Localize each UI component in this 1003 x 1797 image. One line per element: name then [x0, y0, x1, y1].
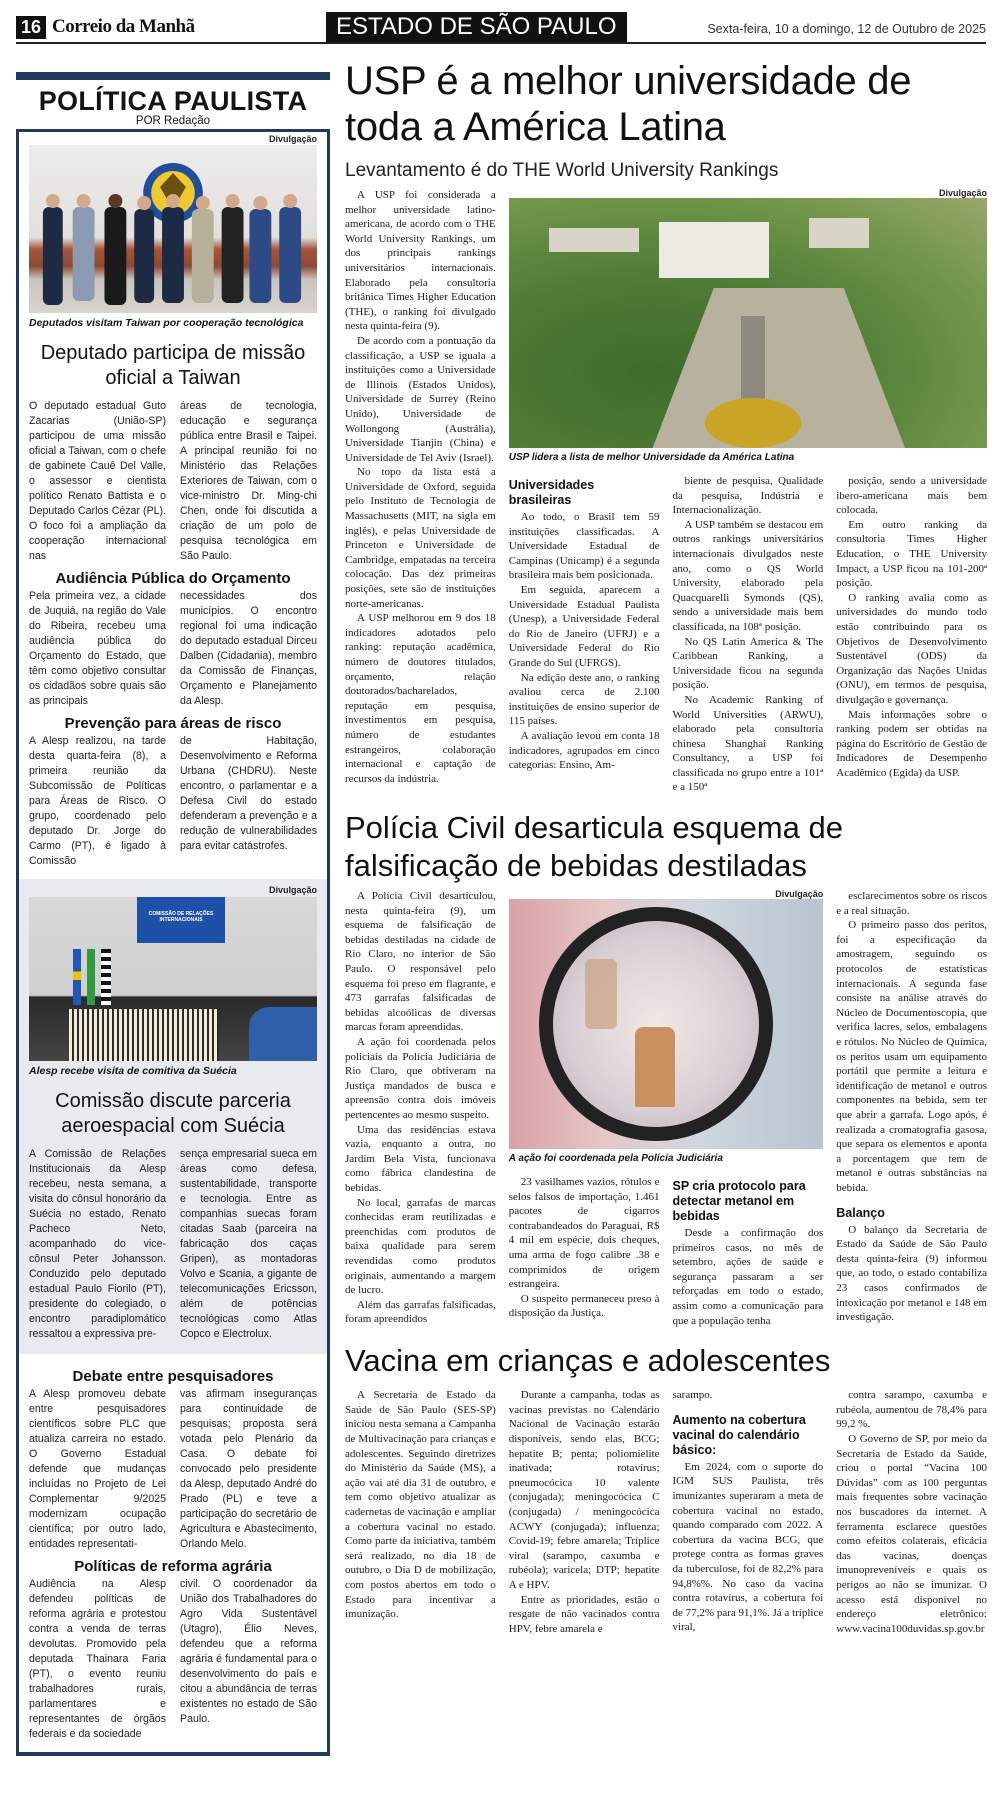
bottle [585, 959, 617, 1029]
story-text-col1: A Alesp promoveu debate entre pesquisadores científicos sobre PLC que atualiza carreira no estado. O Governo Estadual defende que mudanças incluídas no Projeto de Lei Complementar 9/2025 modernizam ocupação científica; por outro lado, entidades representati- [29, 1388, 166, 1550]
story-text-col1: A Alesp realizou, na tarde desta quarta-feira (8), a primeira reunião da Subcomissão de Políticas para Áreas de Risco. O grupo, coordenado pelo deputado Dr. Jorge do Carmo (PT), é ligado à Comissão [29, 735, 166, 867]
story-headline: Debate entre pesquisadores [72, 1368, 274, 1385]
usp-col-2 [509, 464, 660, 773]
vaccine-article [345, 1342, 987, 1636]
story-body [19, 1577, 327, 1742]
tv-screen [137, 897, 225, 943]
story-headline: Prevenção para áreas de risco [64, 715, 282, 732]
paragraph: A Polícia Civil desarticulou, nesta quinta-feira (9), um esquema de falsificação de bebidas destiladas na cidade de Rio Claro, no interior de São Paulo. O responsável pelo esquema foi preso em flagrante, e 473 garrafas falsificadas de bebidas alcoólicas de diversas marcas foram apreendidas. [345, 890, 496, 1034]
usp-col-4 [836, 464, 987, 780]
paragraph: Em outro ranking da consultoria Times Higher Education, o THE University Impact, a USP ficou na 101-200ª posição. [836, 518, 987, 590]
police-article [345, 809, 987, 1328]
column-byline: POR Redação [135, 115, 211, 127]
story-headline: Deputado participa de missão oficial a Taiwan [40, 342, 306, 389]
taiwan-photo-illustration [29, 145, 317, 313]
photo-credit: Divulgação [938, 188, 987, 198]
police-body-col1 [345, 889, 496, 1327]
police-body-col4b [836, 1223, 987, 1325]
tv-screen-text: COMISSÃO DE RELAÇÕES INTERNACIONAIS [148, 911, 214, 923]
taiwan-photo [29, 145, 317, 313]
section-title: ESTADO DE SÃO PAULO [326, 12, 627, 42]
paragraph: Na edição deste ano, o ranking avaliou cerca de 2.100 instituições de ensino superior de 115 países. [508, 671, 660, 728]
building [659, 222, 769, 278]
paragraph: Desde a confirmação dos primeiros casos, no mês de setembro, ações de saúde e segurança passaram a ser reforçadas em todo o estado, assim como a comunicação para que a população tenha [672, 1227, 824, 1327]
table-front [69, 1009, 219, 1061]
newspaper-name: Correio da Manhã [52, 16, 195, 37]
paragraph: biente de pesquisa, Qualidade da pesquisa, Indústria e Internacionalização. [672, 475, 824, 517]
story-text-col1: Audiência na Alesp defendeu políticas de reforma agrária e protestou contra a venda de terras devolutas. Promovido pela deputada Thainara Faria (PT), o evento reuniu trabalhadores rurais, parlamentares e representantes de órgãos federais e da sociedade [29, 1578, 166, 1740]
bottle [635, 1027, 675, 1107]
usp-body-col4 [836, 474, 987, 780]
paragraph: Mais informações sobre o ranking podem ser obtidas na página do Escritório de Gestão de Indicadores de Desempenho Acadêmico (Egida) da USP. [836, 708, 987, 779]
story-text-col1: A Comissão de Relações Institucionais da Alesp recebeu, nesta semana, a visita do cônsul honorário da Suécia no estado, Renato Pacheco Neto, acompanhado do vice-cônsul Peter Johansson. Conduzido pelo deputado estadual Paulo Fiorilo (PT), presidente do colegiado, o encontro paradiplomático ressaltou a expressiva pre- [29, 1148, 166, 1340]
usp-article [345, 58, 987, 795]
police-subhead: SP cria protocolo para detectar metanol em bebidas [672, 1179, 806, 1224]
brazil-flag [87, 949, 95, 1005]
story-text-col2: necessidades dos municípios. O encontro regional foi uma indicação do deputado estadual Dirceu Dalben (Cidadania), membro da Comissão de Finanças, Orçamento e Planejamento da Alesp. [180, 590, 317, 707]
photo-caption: USP lidera a lista de melhor Universidade da América Latina [508, 452, 795, 463]
photo-credit: Divulgação [268, 885, 317, 895]
vaccine-body-col2 [509, 1388, 660, 1636]
vaccine-headline: Vacina em crianças e adolescentes [345, 1343, 831, 1379]
paragraph: 23 vasilhames vazios, rótulos e selos falsos de importação, 1.461 pacotes de cigarros contrabandeados do Paraguai, R$ 4 mil em espécie, dois cheques, uma arma de fogo calibre .38 e comprimidos de origem estrangeira. [508, 1176, 660, 1291]
dateline: Sexta-feira, 10 a domingo, 12 de Outubro de 2025 [707, 22, 986, 36]
police-headline: Polícia Civil desarticula esquema de falsificação de bebidas destiladas [345, 810, 843, 884]
paragraph: Em 2024, com o suporte do IGM SUS Paulista, três imunizantes superaram a meta de cobertura vacinal no estado, quando comparado com 2022. A cobertura da vacina BCG, que protege contra as formas graves da tuberculose, foi de 82,2% para 94,8%%. No caso da vacina contra rotavírus, a cobertura foi de 77,2% para 91,1%. Já a tríplice viral, [672, 1460, 824, 1634]
usp-photo-block [509, 188, 987, 464]
paragraph: No topo da lista está a Universidade de Oxford, seguida pelo Instituto de Tecnologia de Massachusetts (MIT, na sigla em inglês), e pelas Universidade de Princeton e Universidade de Cambridge, empatadas na terceira colocação. Das dez primeiras posições, sete são de instituições norte-americanas. [345, 466, 496, 610]
paragraph: Durante a campanha, todas as vacinas previstas no Calendário Nacional de Vacinação estarão disponíveis, sendo elas, BCG; hepatite B; penta; poliomielite inativada; rotavírus; pneumocócica 10 valente (conjugada); meningocócica C (conjugada) / meningocócica ACWY (conjugada); influenza; Covid-19; febre amarela; Tríplice viral (sarampo, caxumba e rubéola); varicela; DTP; hepatite A e HPV. [508, 1389, 660, 1591]
paragraph: O primeiro passo dos peritos, foi a especificação da amostragem, seguindo os protocolos de estatísticas internacionais. A segunda fase consiste na análise através do Núcleo de Documentoscopia, que verifica lacres, selos, embalagens e rótulos. No Núcleo de Química, os peritos usam um equipamento portátil que permite a leitura e identificação de metanol e outros componentes na bebida, sem ter que abrir a garrafa. Logo após, é realizada a cromatografia gasosa, que separa os elementos e aponta a porcentagem que tem de metanol e outras substâncias na bebida. [836, 919, 987, 1194]
paragraph: De acordo com a pontuação da classificação, a USP se iguala a instituições como a Universidade de Illinois (Estados Unidos), Universidade de Surrey (Reino Unido), Universidade de Wollongong (Austrália), Universidade Tianjin (China) e Universidade de Tel Aviv (Israel). [345, 334, 496, 464]
story-body [19, 1147, 327, 1342]
paragraph: O balanço da Secretaria de Estado da Saúde de São Paulo desta quinta-feira (9) informou que, ao todo, o estado contabiliza 23 casos confirmados de intoxicação por metanol e 148 em investigação. [836, 1223, 987, 1324]
bottles-magnifier-photo [509, 899, 824, 1149]
column-box [16, 129, 330, 1756]
story-body [19, 734, 327, 869]
usp-col-1 [345, 188, 496, 786]
paragraph: Além das garrafas falsificadas, foram apreendidos [345, 1298, 496, 1326]
vaccine-body-col4 [836, 1388, 987, 1636]
photo-credit: Divulgação [268, 134, 317, 144]
vaccine-body-col3 [673, 1460, 824, 1635]
photo-caption: A ação foi coordenada pela Polícia Judiciária [508, 1153, 723, 1165]
usp-col-3 [673, 464, 824, 795]
paragraph: No local, garrafas de marcas conhecidas eram reutilizadas e preenchidas com produtos de baixa qualidade para serem revendidas como produtos originais, aumentando a margem de lucro. [345, 1196, 496, 1297]
police-body-col2 [509, 1175, 660, 1321]
story-text-col2: de Habitação, Desenvolvimento e Reforma Urbana (CHDRU). Neste encontro, o parlamentar e a Defesa Civil do estado defenderam a prevenção e a redução de vulnerabilidades para evitar catástrofes. [180, 735, 317, 852]
vaccine-col-4 [836, 1388, 987, 1636]
story-headline: Políticas de reforma agrária [74, 1558, 272, 1575]
usp-deck: Levantamento é do THE World University Rankings [345, 160, 779, 181]
paragraph: A ação foi coordenada pelos policiais da Polícia Judiciária de Rio Claro, que obtiveram na Justiça mandados de busca e apreensão contra dois imóveis pertencentes ao mesmo suspeito. [345, 1036, 496, 1121]
paragraph: A Secretaria de Estado da Saúde de São Paulo (SES-SP) iniciou nesta semana a Campanha de Multivacinação para crianças e adolescentes. Seguindo diretrizes do Ministério da Saúde (MS), a ação vai até dia 31 de outubro, e tem como objetivo atualizar as cadernetas de vacinação e ampliar a cobertura vacinal no estado. Como parte da iniciativa, também será realizado, no dia 18 de outubro, o Dia D de mobilização, com postos abertos em todo o Estado para incentivar a imunização. [345, 1389, 496, 1621]
alesp-photo [29, 897, 317, 1061]
sao-paulo-flag [101, 949, 111, 1005]
story-text-col2: vas afirmam inseguranças para continuidade de pesquisas; proposta será votada pelo Plenário da Casa. O debate foi convocado pelo presidente da Alesp, deputado André do Prado (PL) e teve a participação do secretário de Agricultura e Abastecimento, Orlando Melo. [180, 1388, 317, 1550]
paragraph: Uma das residências estava vazia, enquanto a outra, no Jardim Bela Vista, funcionava como fábrica clandestina de bebidas. [345, 1123, 496, 1194]
building [549, 228, 639, 252]
story-text-col1: O deputado estadual Guto Zacarias (União-SP) participou de uma missão oficial a Taiwan, com o chefe de gabinete Cauê Del Valle, o assessor e cientista político Renato Battista e o Deputado Carlos Cézar (PL). O foco foi a ampliação da cooperação internacional nas [29, 400, 166, 562]
paragraph: Entre as prioridades, estão o resgate de não vacinados contra HPV, febre amarela e [508, 1593, 660, 1635]
photo-caption: Deputados visitam Taiwan por cooperação tecnológica [29, 317, 304, 329]
paragraph: O ranking avalia como as universidades do mundo todo estão contribuindo para os Objetivos de Desenvolvimento Sustentável (ODS) da Organização das Nações Unidas (ONU), em termos de pesquisa, divulgação e governança. [836, 591, 987, 706]
story-body [19, 1387, 327, 1552]
vaccine-col-1 [345, 1388, 496, 1622]
sweden-flag [73, 949, 81, 1005]
paragraph: posição, sendo a universidade ibero-americana mais bem colocada. [836, 475, 987, 517]
main-area [345, 58, 987, 1636]
photo-caption: Alesp recebe visita de comitiva da Suécia [29, 1065, 237, 1077]
paragraph: No Academic Ranking of World Universities (ARWU), elaborado pela consultoria chinesa Shanghai Ranking Consultancy, a USP foi classificada no grupo entre a 101ª e a 150ª [672, 693, 824, 794]
paragraph: Em seguida, aparecem a Universidade Estadual Paulista (Unesp), a Universidade Federal do Rio de Janeiro (UFRJ) e a Universidade Federal do Rio Grande do Sul (UFRGS). [508, 583, 660, 669]
usp-aerial-photo [509, 198, 987, 448]
story-text-col2: áreas de tecnologia, educação e segurança pública entre Brasil e Taipei. A principal reunião foi no Ministério das Relações Exteriores de Taiwan, com o vice-ministro Dr. Ming-chi Chen, onde foi discutida a criação de um polo de pesquisa tecnológica em São Paulo. [180, 400, 317, 562]
masthead [16, 12, 986, 44]
vaccine-col-3 [673, 1388, 824, 1635]
usp-headline: USP é a melhor universidade de toda a América Latina [345, 59, 912, 149]
building [809, 218, 869, 248]
paragraph: Ao todo, o Brasil tem 59 instituições classificadas. A Universidade Estadual de Campinas (Unicamp) é a segunda brasileira mais bem posicionada. [508, 511, 660, 582]
story-text-col2: civil. O coordenador da União dos Trabalhadores do Agro Vida Sustentável (Utagro), Élio Neves, defendeu que a reforma agrária é fundamental para o desenvolvimento do país e citou a abundância de terras existentes no estado de São Paulo. [180, 1578, 317, 1725]
usp-body-col3 [673, 474, 824, 795]
column-title: POLÍTICA PAULISTA [38, 86, 308, 116]
fountain [705, 398, 801, 448]
paragraph: O Governo de SP, por meio da Secretaria de Estado da Saúde, criou o portal “Vacina 100 Dúvidas” com as 100 perguntas mais frequentes sobre vacinação nos buscadores da internet. A ferramenta esclarece questões como efeitos colaterais, eficácia das vacinas, doenças imunopreveníveis e quais os perigos ao não se imunizar. O acesso está disponível no endereço eletrônico: www.vacina100duvidas.sp.gov.br [836, 1433, 987, 1635]
page-number: 16 [16, 16, 46, 39]
paragraph: O suspeito permaneceu preso à disposição da Justiça. [508, 1292, 660, 1320]
paragraph: A USP também se destacou em outros rankings universitários internacionais divulgados neste ano, como o QS World University, elaborado pela Quacquarelli Symonds (QS), sendo a universidade mais bem classificada, na 108ª posição. [672, 518, 824, 633]
column-top-bar [16, 72, 330, 80]
story-text-col1: Pela primeira vez, a cidade de Juquiá, na região do Vale do Ribeira, recebeu uma audiência pública do Orçamento do Estado, que têm como objetivo consultar os cidadãos sobre quais são as principais [29, 590, 166, 707]
paragraph: A USP melhorou em 9 dos 18 indicadores adotados pelo ranking: reputação acadêmica, número de doutores titulados, orçamento, relação doutorados/bacharelados, reputação em pesquisa, investimentos em pesquisa, número de estudantes estrangeiros, colaboração internacional e captação de recursos da indústria. [345, 612, 496, 785]
police-col-4 [836, 889, 987, 1325]
police-body-col4 [836, 889, 987, 1195]
vaccine-subhead: Aumento na cobertura vacinal do calendário básico: [672, 1412, 806, 1457]
story-body [19, 589, 327, 709]
paragraph: No QS Latin America & The Caribbean Ranking, a Universidade ficou na segunda posição. [672, 635, 824, 692]
police-col-3 [673, 1165, 824, 1328]
police-subhead: Balanço [836, 1205, 885, 1220]
police-photo-block [509, 889, 824, 1165]
paragraph: esclarecimentos sobre os riscos e a real situação. [836, 890, 987, 917]
vaccine-col-2 [509, 1388, 660, 1636]
vaccine-body-col3-top: sarampo. [672, 1389, 713, 1402]
police-col-2 [509, 1165, 660, 1321]
usp-subhead: Universidades brasileiras [508, 478, 595, 507]
politica-paulista-column [16, 72, 330, 1756]
attendee [249, 1007, 317, 1061]
paragraph: A USP foi considerada a melhor universidade latino-americana, de acordo com o THE World University Rankings, um dos principais rankings universitários internacionais. Elaborado pela consultoria britânica Times Higher Education (THE), o ranking foi divulgado nesta quinta-feira (9). [345, 189, 496, 333]
story-text-col2: sença empresarial sueca em áreas como defesa, sustentabilidade, transporte e tecnologia. Entre as companhias suecas foram citadas Saab (parceira na fabricação dos caças Gripen), as montadoras Volvo e Scania, a gigante de telecomunicações Ericsson, além de potências tecnológicas como Atlas Copco e Electrolux. [180, 1148, 317, 1340]
paragraph: contra sarampo, caxumba e rubéola, aumentou de 78,4% para 99,2 %. [836, 1389, 987, 1431]
usp-body-col2 [509, 510, 660, 773]
story-body [19, 399, 327, 564]
story-headline: Audiência Pública do Orçamento [55, 570, 291, 587]
police-col-1 [345, 889, 496, 1327]
paragraph: A avaliação levou em conta 18 indicadores, agrupados em cinco categorias: Ensino, Am- [508, 729, 660, 772]
sweden-story-box [19, 879, 327, 1354]
vaccine-body-col1 [345, 1388, 496, 1622]
usp-body-col1 [345, 188, 496, 786]
police-body-col3 [673, 1226, 824, 1328]
story-headline: Comissão discute parceria aeroespacial com Suécia [55, 1090, 291, 1137]
photo-credit: Divulgação [775, 889, 824, 900]
